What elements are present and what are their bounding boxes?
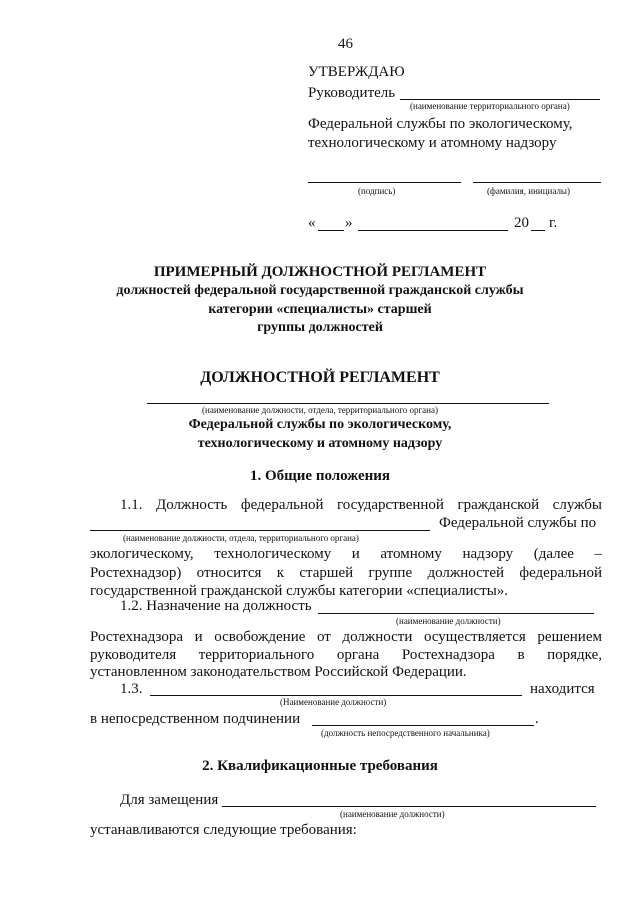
p1-line5: государственной гражданской службы категории «специалисты». (90, 583, 509, 599)
year-prefix: 20 (514, 215, 529, 231)
p3-hint: (Наименование должности) (280, 697, 387, 707)
p1-line1: 1.1. Должность федеральной государственной гражданской службы (120, 497, 602, 513)
regulation-service-line2: технологическому и атомному надзору (197, 436, 443, 451)
section2-heading: 2. Квалификационные требования (202, 758, 438, 774)
regulation-service-line1: Федеральной службы по экологическому, (188, 417, 452, 432)
p1-line2-tail: Федеральной службы по (439, 515, 597, 531)
approval-heading: УТВЕРЖДАЮ (308, 64, 405, 80)
p1-name-line (90, 530, 430, 531)
month-line (358, 230, 508, 231)
p2-label: 1.2. Назначение на должность (120, 598, 312, 614)
p2-hint: (наименование должности) (396, 616, 501, 626)
date-open-quote: « (308, 215, 316, 231)
p2-name-line (318, 613, 594, 614)
name-line (473, 182, 601, 183)
p2-line3: руководителя территориального органа Ростехнадзора в порядке, (90, 647, 602, 663)
p3-superior-line (312, 725, 534, 726)
section2-fill-label: Для замещения (120, 792, 219, 808)
org-name-line (400, 99, 600, 100)
title-line1: ПРИМЕРНЫЙ ДОЛЖНОСТНОЙ РЕГЛАМЕНТ (153, 264, 487, 280)
title-line3: категории «специалисты» старшей (208, 302, 432, 317)
p3-name-line (150, 695, 522, 696)
p2-line2: Ростехнадзора и освобождение от должности осуществляется решением (90, 629, 602, 645)
signature-hint: (подпись) (358, 186, 396, 196)
p3-dot: . (535, 711, 539, 727)
p1-line4: Ростехнадзор) относится к старшей группе должностей федеральной (90, 565, 602, 581)
approval-head-label: Руководитель (308, 85, 396, 101)
year-suffix: г. (549, 215, 558, 231)
p3-line2: в непосредственном подчинении (90, 711, 301, 727)
section2-name-line (222, 806, 596, 807)
date-close-quote: » (345, 215, 353, 231)
day-line (318, 230, 344, 231)
p1-hint: (наименование должности, отдела, территориального органа) (123, 533, 359, 543)
p1-line3: экологическому, технологическому и атомному надзору (далее – (90, 546, 602, 562)
regulation-heading: ДОЛЖНОСТНОЙ РЕГЛАМЕНТ (200, 369, 440, 386)
signature-line (308, 182, 461, 183)
p3-label: 1.3. (120, 681, 143, 697)
year-line (531, 230, 545, 231)
page-number: 46 (338, 36, 353, 52)
name-hint: (фамилия, инициалы) (487, 186, 570, 196)
regulation-name-line (147, 403, 549, 404)
title-line4: группы должностей (257, 320, 383, 335)
p2-line4: установленном законодательством Российской Федерации. (90, 664, 467, 680)
approval-service-line1: Федеральной службы по экологическому, (308, 116, 573, 132)
section2-last-line: устанавливаются следующие требования: (90, 822, 357, 838)
regulation-hint: (наименование должности, отдела, территориального органа) (202, 405, 438, 415)
org-name-hint: (наименование территориального органа) (410, 101, 570, 111)
p3-tail: находится (530, 681, 595, 697)
section2-fill-hint: (наименование должности) (340, 809, 445, 819)
title-line2: должностей федеральной государственной гражданской службы (116, 283, 524, 298)
section1-heading: 1. Общие положения (249, 468, 391, 484)
approval-service-line2: технологическому и атомному надзору (308, 135, 557, 151)
p3-hint2: (должность непосредственного начальника) (321, 728, 490, 738)
